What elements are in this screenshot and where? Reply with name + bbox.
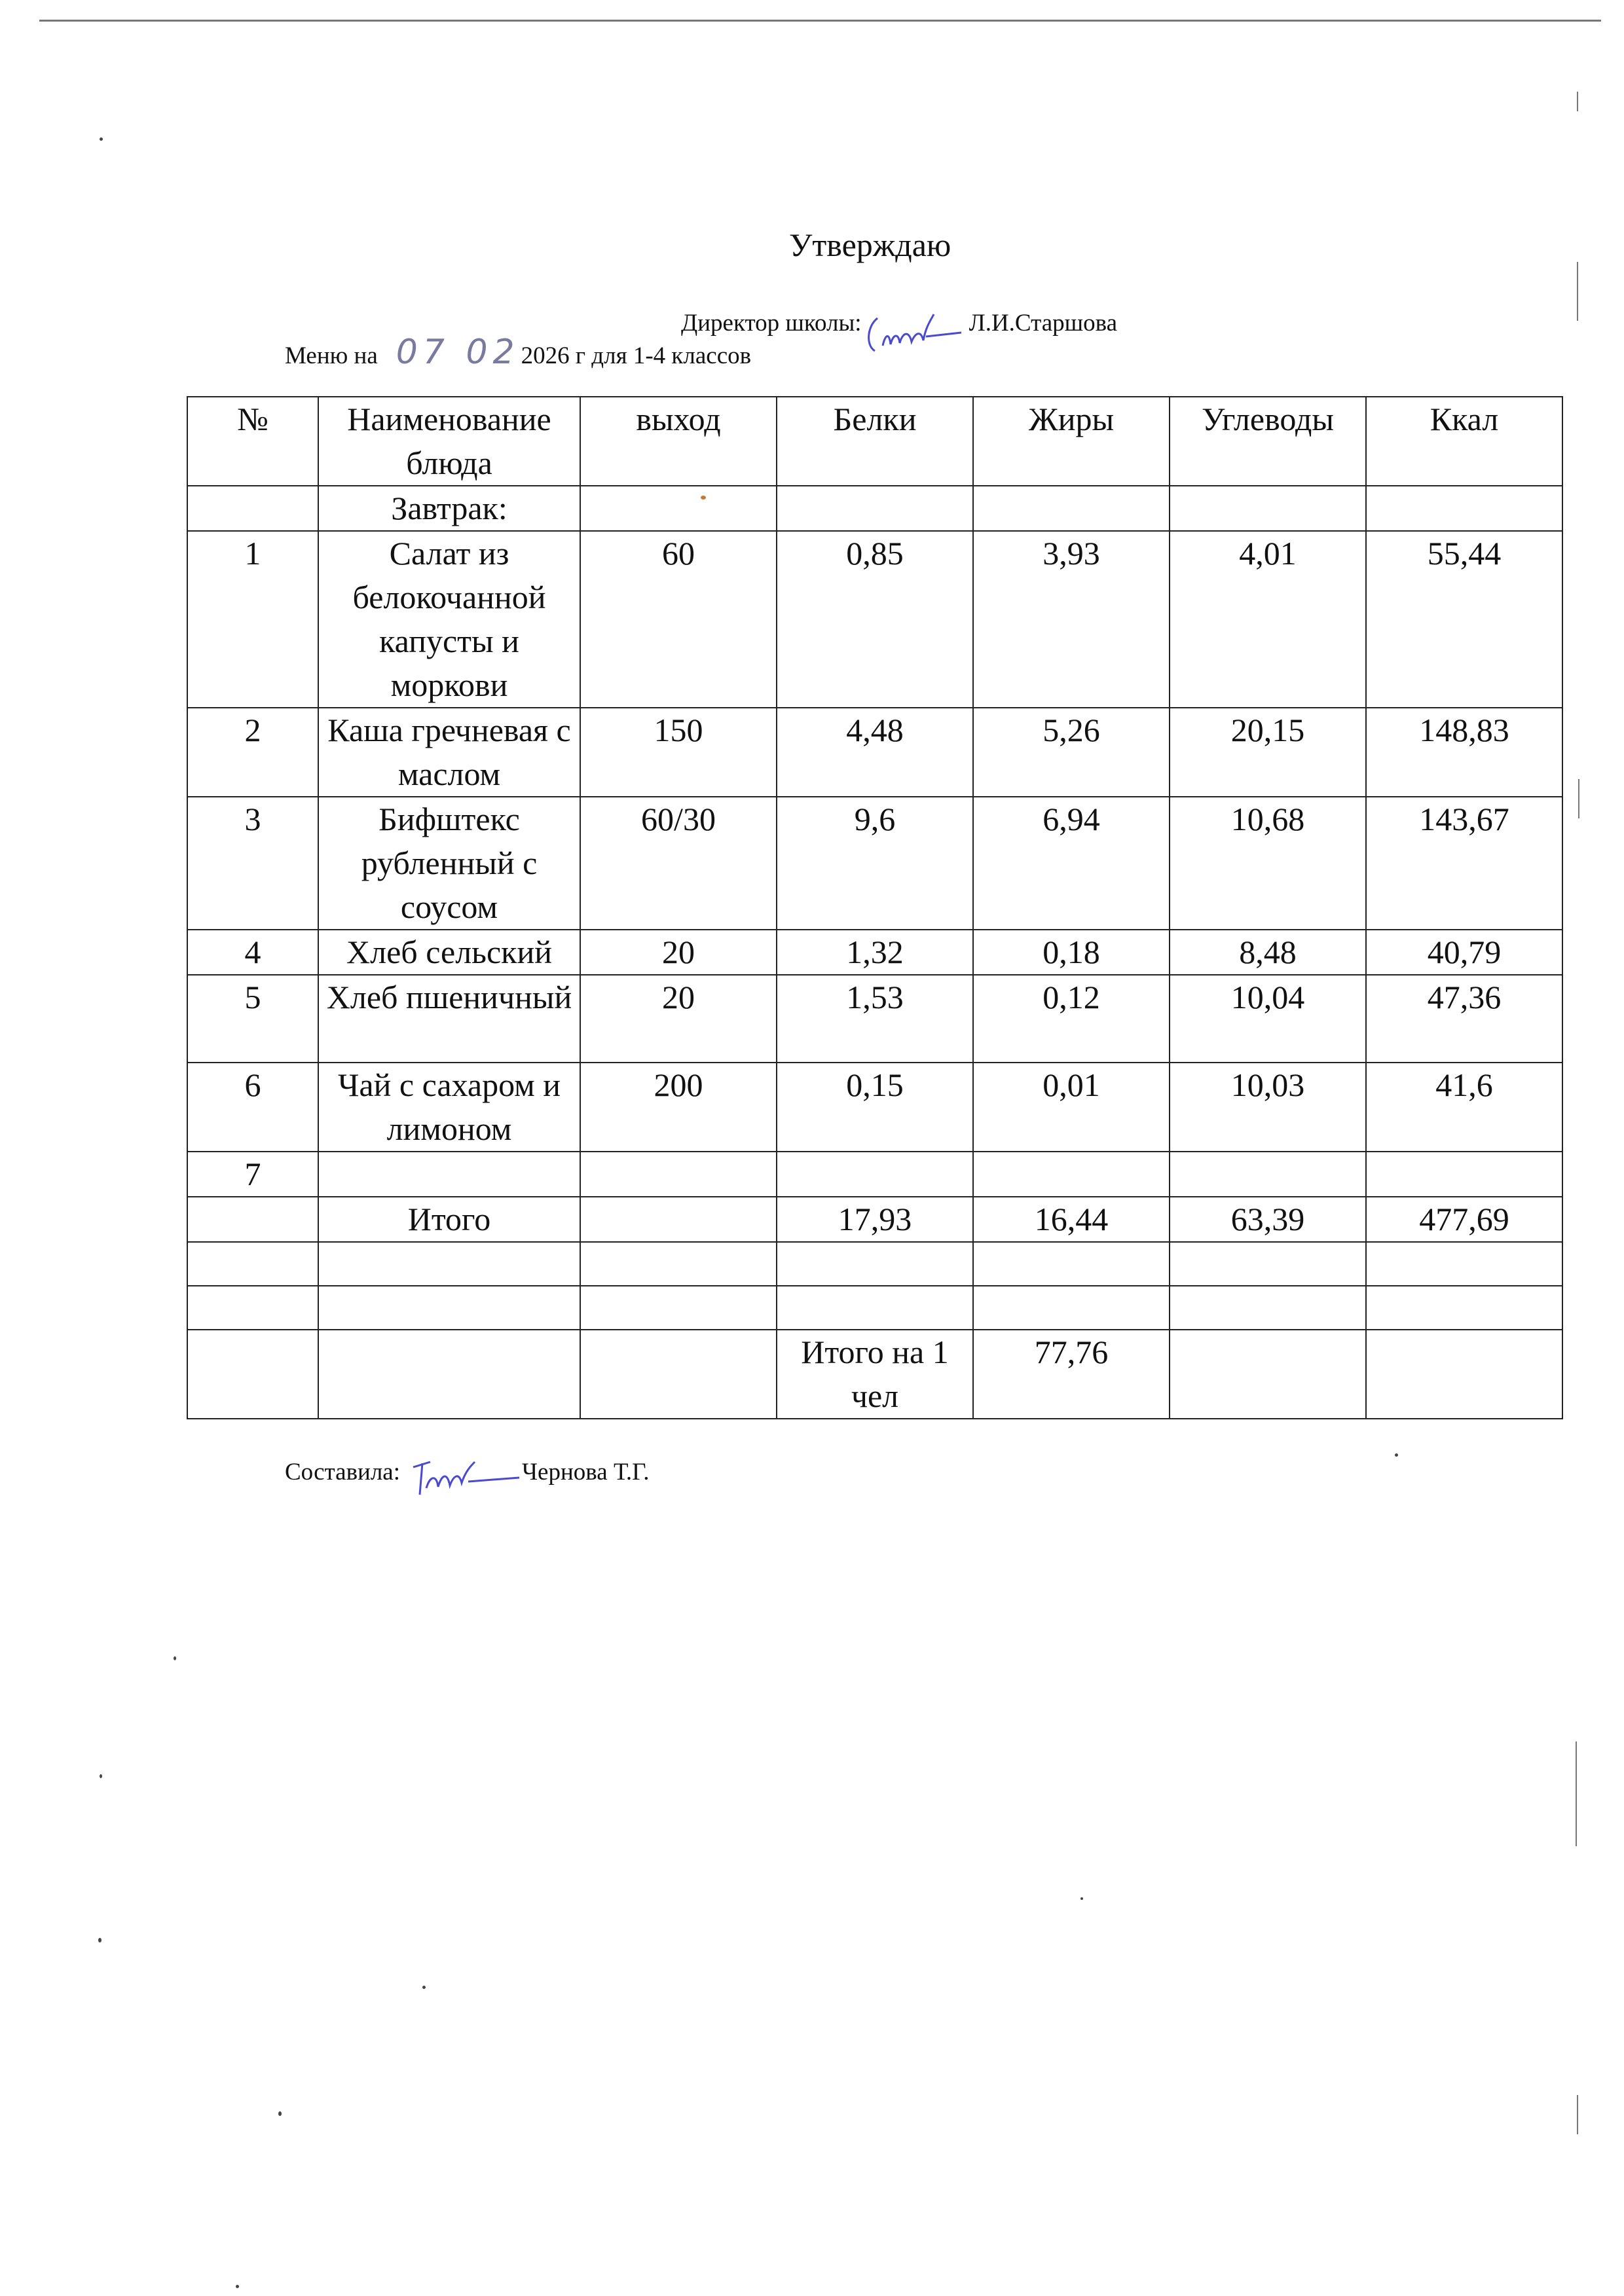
dish-fat: 0,12 [973,975,1170,1063]
total-kcal: 477,69 [1366,1197,1562,1242]
table-row [187,797,1562,930]
dish-output: 20 [580,930,777,975]
dish-protein: 0,15 [777,1063,973,1152]
dish-kcal [1366,1152,1562,1197]
table-cell [318,1242,580,1286]
menu-table [187,396,1563,1419]
dish-name: Чай с сахаром и лимоном [318,1063,580,1152]
scan-speck [278,2111,282,2116]
table-cell [1170,1286,1366,1330]
scan-speck [174,1656,176,1660]
table-row [187,1063,1562,1152]
row-number: 7 [187,1152,318,1197]
composer-signature-icon [404,1449,522,1511]
total-protein: 17,93 [777,1197,973,1242]
scan-speck [100,1774,102,1778]
dish-kcal: 40,79 [1366,930,1562,975]
header-cell-kcal: Ккал [1366,397,1562,486]
dish-name [318,1152,580,1197]
table-cell [1366,1242,1562,1286]
composer-name: Чернова Т.Г. [522,1459,650,1485]
row-number: 4 [187,930,318,975]
total-cell-number [187,1197,318,1242]
dish-name: Каша гречневая с маслом [318,708,580,797]
menu-prefix: Меню на [285,342,378,369]
dish-fat: 0,01 [973,1063,1170,1152]
table-cell [1366,486,1562,531]
menu-suffix: 2026 г для 1-4 классов [521,342,752,369]
header-cell-number: № [187,397,318,486]
dish-fat [973,1152,1170,1197]
dish-protein [777,1152,973,1197]
table-cell [1366,1286,1562,1330]
dish-protein: 4,48 [777,708,973,797]
header-cell-fat: Жиры [973,397,1170,486]
scan-speck [1395,1453,1398,1457]
scan-edge-mark [1577,92,1578,111]
menu-date-line [285,333,751,372]
total-label: Итого [318,1197,580,1242]
table-cell [187,1286,318,1330]
scan-speck [422,1986,426,1989]
row-number: 5 [187,975,318,1063]
scan-top-line [39,20,1601,22]
table-cell [580,1286,777,1330]
dish-protein: 9,6 [777,797,973,930]
dish-carbs: 10,04 [1170,975,1366,1063]
per-person-row [187,1330,1562,1419]
dish-fat: 0,18 [973,930,1170,975]
dish-carbs: 10,68 [1170,797,1366,930]
row-number: 3 [187,797,318,930]
table-cell [1170,1330,1366,1419]
dish-kcal: 47,36 [1366,975,1562,1063]
table-cell [973,486,1170,531]
scan-speck [98,1938,101,1942]
director-label: Директор школы: [681,310,862,337]
total-row [187,1197,1562,1242]
dish-protein: 0,85 [777,531,973,708]
scan-speck [236,2285,239,2288]
scan-speck [701,496,706,500]
scan-edge-mark [1577,262,1578,321]
dish-carbs: 10,03 [1170,1063,1366,1152]
dish-fat: 3,93 [973,531,1170,708]
dish-carbs: 4,01 [1170,531,1366,708]
scan-edge-mark [1578,779,1579,818]
total-output [580,1197,777,1242]
table-row [187,531,1562,708]
handwritten-date: 07 02 [396,333,520,372]
table-cell [1170,486,1366,531]
composer-label: Составила: [285,1459,401,1485]
composer-line [285,1449,650,1511]
dish-carbs: 20,15 [1170,708,1366,797]
table-cell [580,486,777,531]
dish-name: Салат из белокочанной капусты и моркови [318,531,580,708]
header-cell-dish: Наименование блюда [318,397,580,486]
dish-output: 60 [580,531,777,708]
scan-edge-mark [1577,2095,1578,2134]
header-cell-output: выход [580,397,777,486]
table-cell [580,1330,777,1419]
scan-edge-mark [1576,1741,1577,1846]
dish-kcal: 143,67 [1366,797,1562,930]
dish-protein: 1,53 [777,975,973,1063]
table-row [187,1152,1562,1197]
dish-kcal: 41,6 [1366,1063,1562,1152]
table-cell [1366,1330,1562,1419]
table-header-row [187,397,1562,486]
director-name: Л.И.Старшова [969,310,1118,337]
table-cell [187,1330,318,1419]
total-fat: 16,44 [973,1197,1170,1242]
empty-row [187,1286,1562,1330]
empty-row [187,1242,1562,1286]
dish-output [580,1152,777,1197]
row-number: 2 [187,708,318,797]
table-row [187,975,1562,1063]
table-row [187,708,1562,797]
dish-output: 20 [580,975,777,1063]
scan-speck [1080,1897,1083,1900]
dish-name: Бифштекс рубленный с соусом [318,797,580,930]
dish-carbs: 8,48 [1170,930,1366,975]
table-cell [973,1242,1170,1286]
row-number: 6 [187,1063,318,1152]
dish-name: Хлеб сельский [318,930,580,975]
header-cell-protein: Белки [777,397,973,486]
section-row-breakfast [187,486,1562,531]
per-person-value: 77,76 [973,1330,1170,1419]
approval-heading: Утверждаю [789,227,951,263]
dish-name: Хлеб пшеничный [318,975,580,1063]
table-cell [187,1242,318,1286]
row-number: 1 [187,531,318,708]
dish-protein: 1,32 [777,930,973,975]
table-cell [318,1330,580,1419]
table-cell [1170,1242,1366,1286]
table-cell [580,1242,777,1286]
table-cell [973,1286,1170,1330]
table-cell [777,1242,973,1286]
per-person-label: Итого на 1 чел [777,1330,973,1419]
dish-kcal: 55,44 [1366,531,1562,708]
director-signature-icon [863,300,968,362]
dish-carbs [1170,1152,1366,1197]
dish-kcal: 148,83 [1366,708,1562,797]
table-cell [318,1286,580,1330]
header-cell-carbs: Углеводы [1170,397,1366,486]
table-cell [777,486,973,531]
total-carbs: 63,39 [1170,1197,1366,1242]
table-cell [187,486,318,531]
dish-fat: 5,26 [973,708,1170,797]
dish-output: 150 [580,708,777,797]
scan-speck [100,137,103,141]
section-label: Завтрак: [318,486,580,531]
dish-output: 60/30 [580,797,777,930]
dish-fat: 6,94 [973,797,1170,930]
dish-output: 200 [580,1063,777,1152]
table-cell [777,1286,973,1330]
table-row [187,930,1562,975]
